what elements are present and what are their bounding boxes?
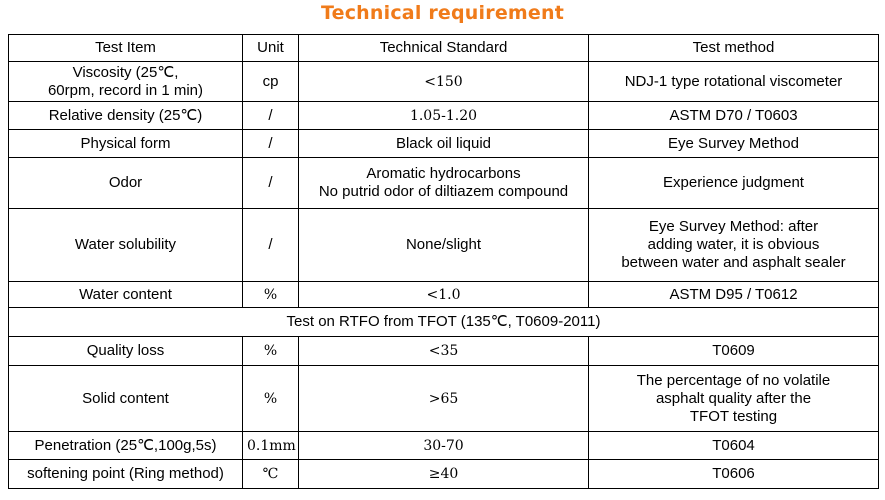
table-row <box>9 158 879 209</box>
method-cell: ASTM D95 / T0612 <box>589 282 879 308</box>
method-cell: ASTM D70 / T0603 <box>589 102 879 130</box>
standard-cell: ≥40 <box>299 460 589 489</box>
unit-cell: / <box>243 209 299 282</box>
standard-cell: Black oil liquid <box>299 130 589 158</box>
section-heading: Test on RTFO from TFOT (135℃, T0609-2011) <box>9 308 879 337</box>
method-cell: NDJ-1 type rotational viscometer <box>589 62 879 102</box>
method-cell: Eye Survey Method <box>589 130 879 158</box>
standard-cell: None/slight <box>299 209 589 282</box>
method-cell: Eye Survey Method: after adding water, it is obvious between water and asphalt sealer <box>589 209 879 282</box>
unit-cell: 0.1mm <box>243 432 299 460</box>
table-row <box>9 366 879 432</box>
unit-cell: ℃ <box>243 460 299 489</box>
unit-cell: / <box>243 158 299 209</box>
method-cell: T0606 <box>589 460 879 489</box>
table-row <box>9 209 879 282</box>
table-row <box>9 432 879 460</box>
test-item-cell: Physical form <box>9 130 243 158</box>
test-item-cell: Water content <box>9 282 243 308</box>
standard-cell: 30-70 <box>299 432 589 460</box>
table-row <box>9 130 879 158</box>
unit-cell: % <box>243 337 299 366</box>
table-row <box>9 62 879 102</box>
standard-cell: 1.05-1.20 <box>299 102 589 130</box>
table-row <box>9 282 879 308</box>
unit-cell: % <box>243 366 299 432</box>
section-row <box>9 308 879 337</box>
test-item-cell: Odor <box>9 158 243 209</box>
test-item-cell: Viscosity (25℃, 60rpm, record in 1 min) <box>9 62 243 102</box>
unit-cell: / <box>243 102 299 130</box>
test-item-cell: softening point (Ring method) <box>9 460 243 489</box>
unit-cell: % <box>243 282 299 308</box>
technical-requirement-table <box>8 34 879 489</box>
page-title: Technical requirement <box>320 2 564 24</box>
standard-cell: Aromatic hydrocarbons No putrid odor of diltiazem compound <box>299 158 589 209</box>
test-item-cell: Penetration (25℃,100g,5s) <box>9 432 243 460</box>
table-row <box>9 460 879 489</box>
test-item-cell: Relative density (25℃) <box>9 102 243 130</box>
test-item-cell: Solid content <box>9 366 243 432</box>
unit-cell: / <box>243 130 299 158</box>
standard-cell: <150 <box>299 62 589 102</box>
table-header-row <box>9 35 879 62</box>
standard-cell: <35 <box>299 337 589 366</box>
header-unit: Unit <box>243 35 299 62</box>
method-cell: T0609 <box>589 337 879 366</box>
header-test-item: Test Item <box>9 35 243 62</box>
test-item-cell: Water solubility <box>9 209 243 282</box>
method-cell: The percentage of no volatile asphalt quality after the TFOT testing <box>589 366 879 432</box>
header-technical-standard: Technical Standard <box>299 35 589 62</box>
header-test-method: Test method <box>589 35 879 62</box>
method-cell: T0604 <box>589 432 879 460</box>
method-cell: Experience judgment <box>589 158 879 209</box>
unit-cell: cp <box>243 62 299 102</box>
standard-cell: <1.0 <box>299 282 589 308</box>
test-item-cell: Quality loss <box>9 337 243 366</box>
table-row <box>9 102 879 130</box>
table-row <box>9 337 879 366</box>
standard-cell: >65 <box>299 366 589 432</box>
